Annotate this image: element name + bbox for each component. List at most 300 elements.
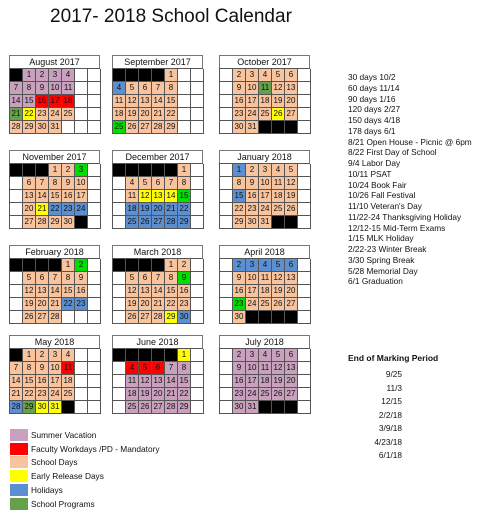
- day-cell: 24: [49, 108, 62, 121]
- day-cell: 6: [139, 82, 152, 95]
- day-cell: 26: [139, 401, 152, 414]
- event-item: 178 days 6/1: [348, 125, 396, 136]
- day-cell: 28: [49, 311, 62, 324]
- day-cell: 3: [246, 349, 259, 362]
- day-cell: 14: [165, 375, 178, 388]
- day-cell: 18: [259, 375, 272, 388]
- day-cell: [272, 311, 285, 324]
- day-cell: 1: [23, 69, 36, 82]
- day-cell: [298, 311, 311, 324]
- legend-label: Faculty Workdays /PD - Mandatory: [31, 443, 160, 454]
- day-cell: 9: [233, 362, 246, 375]
- day-cell: [285, 401, 298, 414]
- day-cell: 22: [178, 203, 191, 216]
- day-cell: 26: [272, 388, 285, 401]
- marking-period-date: 2/2/18: [378, 409, 402, 420]
- day-cell: 4: [259, 259, 272, 272]
- day-cell: 15: [62, 285, 75, 298]
- day-cell: [113, 164, 126, 177]
- day-cell: 16: [178, 285, 191, 298]
- day-cell: [88, 388, 101, 401]
- day-cell: 9: [233, 82, 246, 95]
- day-cell: 13: [23, 190, 36, 203]
- day-cell: 28: [10, 121, 23, 134]
- day-cell: 5: [139, 362, 152, 375]
- day-cell: [246, 311, 259, 324]
- day-cell: 18: [272, 190, 285, 203]
- day-cell: 4: [259, 69, 272, 82]
- day-cell: [10, 164, 23, 177]
- day-cell: [113, 311, 126, 324]
- day-cell: 8: [178, 177, 191, 190]
- day-cell: 8: [165, 82, 178, 95]
- day-cell: [75, 121, 88, 134]
- day-cell: [75, 388, 88, 401]
- day-cell: 7: [10, 82, 23, 95]
- day-cell: [88, 311, 101, 324]
- month-title: August 2017: [9, 55, 100, 68]
- day-cell: [49, 259, 62, 272]
- day-cell: 20: [152, 203, 165, 216]
- marking-period-date: 11/3: [386, 382, 402, 393]
- day-cell: [298, 401, 311, 414]
- day-cell: 29: [23, 401, 36, 414]
- month-title: March 2018: [112, 245, 203, 258]
- day-cell: 2: [75, 259, 88, 272]
- day-cell: 9: [36, 362, 49, 375]
- day-cell: 28: [152, 121, 165, 134]
- day-cell: 6: [285, 69, 298, 82]
- day-cell: 13: [139, 285, 152, 298]
- day-cell: [220, 375, 233, 388]
- event-item: 30 days 10/2: [348, 72, 396, 82]
- event-list: [348, 72, 488, 287]
- month-calendar: [219, 150, 310, 234]
- day-cell: [191, 69, 204, 82]
- day-cell: [113, 401, 126, 414]
- day-cell: 27: [285, 108, 298, 121]
- day-cell: [191, 298, 204, 311]
- day-cell: 28: [165, 401, 178, 414]
- day-cell: 13: [285, 82, 298, 95]
- day-cell: 21: [152, 108, 165, 121]
- day-cell: [10, 349, 23, 362]
- day-cell: 1: [233, 164, 246, 177]
- day-cell: 12: [272, 362, 285, 375]
- day-cell: 28: [36, 216, 49, 229]
- day-cell: 29: [165, 311, 178, 324]
- marking-period-title: End of Marking Period: [348, 353, 439, 363]
- day-cell: 2: [246, 164, 259, 177]
- day-cell: 1: [178, 349, 191, 362]
- day-cell: [178, 82, 191, 95]
- day-cell: 24: [246, 298, 259, 311]
- day-cell: 20: [139, 108, 152, 121]
- month-days: [112, 163, 203, 229]
- day-cell: [191, 285, 204, 298]
- day-cell: 24: [75, 203, 88, 216]
- day-cell: [220, 311, 233, 324]
- day-cell: 9: [246, 177, 259, 190]
- day-cell: 20: [285, 95, 298, 108]
- day-cell: [152, 164, 165, 177]
- day-cell: 13: [139, 95, 152, 108]
- day-cell: [259, 121, 272, 134]
- day-cell: [298, 362, 311, 375]
- month-title: June 2018: [112, 335, 203, 348]
- day-cell: [75, 401, 88, 414]
- day-cell: [298, 203, 311, 216]
- day-cell: [220, 349, 233, 362]
- day-cell: 11: [126, 190, 139, 203]
- day-cell: [36, 164, 49, 177]
- legend-swatch: [10, 498, 28, 510]
- day-cell: 23: [233, 298, 246, 311]
- day-cell: 5: [272, 259, 285, 272]
- day-cell: [191, 203, 204, 216]
- day-cell: 11: [259, 272, 272, 285]
- day-cell: 2: [36, 349, 49, 362]
- day-cell: [272, 216, 285, 229]
- day-cell: 16: [36, 375, 49, 388]
- day-cell: [220, 69, 233, 82]
- day-cell: 10: [259, 177, 272, 190]
- day-cell: 9: [178, 272, 191, 285]
- day-cell: [88, 259, 101, 272]
- event-item: 8/21 Open House - Picnic @ 6pm: [348, 136, 472, 147]
- page-title: 2017- 2018 School Calendar: [50, 6, 292, 27]
- marking-period-date: 4/23/18: [374, 436, 402, 447]
- day-cell: 18: [126, 203, 139, 216]
- day-cell: 5: [285, 164, 298, 177]
- month-days: [9, 68, 100, 134]
- day-cell: [220, 108, 233, 121]
- day-cell: 18: [62, 95, 75, 108]
- day-cell: 23: [75, 298, 88, 311]
- day-cell: 16: [62, 190, 75, 203]
- day-cell: 25: [126, 216, 139, 229]
- day-cell: 31: [49, 401, 62, 414]
- day-cell: 29: [49, 216, 62, 229]
- day-cell: 21: [152, 298, 165, 311]
- day-cell: 26: [272, 298, 285, 311]
- day-cell: 21: [10, 388, 23, 401]
- day-cell: 19: [272, 95, 285, 108]
- day-cell: 10: [246, 272, 259, 285]
- legend-label: School Programs: [31, 498, 95, 509]
- day-cell: [10, 69, 23, 82]
- day-cell: 17: [75, 190, 88, 203]
- day-cell: [113, 272, 126, 285]
- legend-item: [10, 469, 270, 483]
- day-cell: 5: [23, 272, 36, 285]
- day-cell: 16: [75, 285, 88, 298]
- day-cell: 17: [246, 375, 259, 388]
- month-days: [112, 348, 203, 414]
- day-cell: 16: [233, 95, 246, 108]
- day-cell: 3: [246, 69, 259, 82]
- event-item: 6/1 Graduation: [348, 276, 403, 287]
- day-cell: 22: [23, 108, 36, 121]
- month-title: December 2017: [112, 150, 203, 163]
- day-cell: [191, 349, 204, 362]
- day-cell: [113, 362, 126, 375]
- day-cell: 4: [62, 349, 75, 362]
- day-cell: 23: [36, 108, 49, 121]
- day-cell: 28: [152, 311, 165, 324]
- day-cell: 2: [36, 69, 49, 82]
- month-calendar: [112, 245, 203, 329]
- legend-item: [10, 428, 270, 442]
- month-days: [219, 258, 310, 324]
- day-cell: [178, 95, 191, 108]
- day-cell: 17: [246, 95, 259, 108]
- day-cell: 8: [178, 362, 191, 375]
- day-cell: 16: [246, 190, 259, 203]
- event-item: 10/26 Fall Festival: [348, 190, 416, 201]
- day-cell: [178, 108, 191, 121]
- day-cell: 17: [49, 95, 62, 108]
- month-title: September 2017: [112, 55, 203, 68]
- day-cell: 3: [259, 164, 272, 177]
- day-cell: 6: [285, 259, 298, 272]
- marking-period-list: [352, 368, 402, 463]
- legend-item: [10, 456, 270, 470]
- day-cell: 8: [165, 272, 178, 285]
- day-cell: 6: [152, 177, 165, 190]
- day-cell: 30: [36, 401, 49, 414]
- day-cell: [75, 69, 88, 82]
- day-cell: 20: [285, 375, 298, 388]
- month-title: November 2017: [9, 150, 100, 163]
- day-cell: 20: [23, 203, 36, 216]
- day-cell: [75, 375, 88, 388]
- month-title: July 2018: [219, 335, 310, 348]
- day-cell: 2: [62, 164, 75, 177]
- month-calendar: [9, 150, 100, 234]
- day-cell: 24: [259, 203, 272, 216]
- day-cell: [88, 272, 101, 285]
- day-cell: [10, 177, 23, 190]
- day-cell: [75, 95, 88, 108]
- day-cell: 4: [126, 177, 139, 190]
- day-cell: [285, 121, 298, 134]
- event-item: 12/12-15 Mid-Term Exams: [348, 222, 446, 233]
- legend-swatch: [10, 443, 28, 455]
- day-cell: [298, 298, 311, 311]
- day-cell: 21: [165, 388, 178, 401]
- day-cell: 7: [152, 82, 165, 95]
- legend-label: Holidays: [31, 485, 63, 496]
- day-cell: 19: [272, 375, 285, 388]
- day-cell: [113, 259, 126, 272]
- month-calendar: [219, 55, 310, 139]
- day-cell: 25: [272, 203, 285, 216]
- day-cell: 14: [36, 190, 49, 203]
- day-cell: 19: [126, 298, 139, 311]
- day-cell: [285, 311, 298, 324]
- day-cell: 16: [36, 95, 49, 108]
- day-cell: [10, 298, 23, 311]
- legend: [10, 428, 270, 511]
- day-cell: 20: [152, 388, 165, 401]
- day-cell: [139, 349, 152, 362]
- day-cell: [10, 259, 23, 272]
- month-title: October 2017: [219, 55, 310, 68]
- event-item: 11/10 Veteran's Day: [348, 201, 422, 211]
- day-cell: 6: [152, 362, 165, 375]
- day-cell: [191, 375, 204, 388]
- day-cell: [220, 401, 233, 414]
- day-cell: 10: [246, 362, 259, 375]
- day-cell: [88, 285, 101, 298]
- day-cell: 9: [62, 177, 75, 190]
- day-cell: 18: [259, 285, 272, 298]
- day-cell: 14: [152, 285, 165, 298]
- day-cell: [298, 95, 311, 108]
- day-cell: 19: [139, 203, 152, 216]
- day-cell: [220, 362, 233, 375]
- day-cell: [178, 121, 191, 134]
- day-cell: 23: [233, 108, 246, 121]
- day-cell: [10, 285, 23, 298]
- day-cell: 1: [178, 164, 191, 177]
- day-cell: [62, 311, 75, 324]
- day-cell: 26: [285, 203, 298, 216]
- legend-swatch: [10, 470, 28, 482]
- day-cell: [298, 259, 311, 272]
- event-item: 2/22-23 Winter Break: [348, 244, 427, 254]
- day-cell: [165, 164, 178, 177]
- day-cell: [10, 190, 23, 203]
- day-cell: [191, 311, 204, 324]
- day-cell: 4: [259, 349, 272, 362]
- day-cell: 21: [165, 203, 178, 216]
- day-cell: 5: [272, 349, 285, 362]
- day-cell: 29: [178, 401, 191, 414]
- day-cell: [220, 164, 233, 177]
- month-calendar: [219, 245, 310, 329]
- day-cell: 15: [165, 285, 178, 298]
- day-cell: [298, 388, 311, 401]
- day-cell: 27: [139, 311, 152, 324]
- day-cell: [220, 285, 233, 298]
- day-cell: 21: [36, 203, 49, 216]
- day-cell: [298, 69, 311, 82]
- day-cell: [139, 69, 152, 82]
- day-cell: 30: [36, 121, 49, 134]
- day-cell: [298, 349, 311, 362]
- day-cell: [152, 259, 165, 272]
- day-cell: 21: [49, 298, 62, 311]
- day-cell: [75, 311, 88, 324]
- day-cell: [272, 121, 285, 134]
- day-cell: 3: [49, 349, 62, 362]
- month-days: [112, 258, 203, 324]
- month-grid: [9, 55, 319, 420]
- day-cell: [220, 177, 233, 190]
- event-item: 120 days 2/27: [348, 104, 401, 115]
- day-cell: 18: [62, 375, 75, 388]
- day-cell: [113, 216, 126, 229]
- day-cell: [88, 108, 101, 121]
- day-cell: 11: [259, 82, 272, 95]
- day-cell: 1: [165, 259, 178, 272]
- day-cell: 9: [36, 82, 49, 95]
- day-cell: [62, 401, 75, 414]
- day-cell: 12: [272, 82, 285, 95]
- day-cell: [191, 177, 204, 190]
- day-cell: [220, 272, 233, 285]
- day-cell: [298, 164, 311, 177]
- day-cell: [220, 388, 233, 401]
- day-cell: [272, 401, 285, 414]
- day-cell: 8: [49, 177, 62, 190]
- day-cell: [220, 203, 233, 216]
- day-cell: [113, 177, 126, 190]
- day-cell: 31: [246, 121, 259, 134]
- day-cell: [298, 285, 311, 298]
- day-cell: [113, 190, 126, 203]
- day-cell: 25: [126, 401, 139, 414]
- month-days: [9, 163, 100, 229]
- day-cell: [75, 82, 88, 95]
- day-cell: [126, 164, 139, 177]
- legend-swatch: [10, 484, 28, 496]
- day-cell: 25: [259, 108, 272, 121]
- day-cell: [88, 203, 101, 216]
- day-cell: [191, 95, 204, 108]
- day-cell: 27: [285, 388, 298, 401]
- day-cell: 19: [139, 388, 152, 401]
- day-cell: [191, 164, 204, 177]
- day-cell: [113, 298, 126, 311]
- marking-period-date: 9/25: [385, 369, 402, 379]
- day-cell: 6: [23, 177, 36, 190]
- day-cell: 12: [126, 95, 139, 108]
- day-cell: [88, 298, 101, 311]
- day-cell: [88, 362, 101, 375]
- day-cell: 15: [165, 95, 178, 108]
- day-cell: 29: [23, 121, 36, 134]
- day-cell: 18: [259, 95, 272, 108]
- day-cell: [75, 362, 88, 375]
- day-cell: 18: [113, 108, 126, 121]
- day-cell: 14: [10, 95, 23, 108]
- day-cell: [191, 82, 204, 95]
- day-cell: 12: [285, 177, 298, 190]
- day-cell: 4: [113, 82, 126, 95]
- day-cell: [88, 401, 101, 414]
- day-cell: 13: [285, 362, 298, 375]
- month-calendar: [112, 55, 203, 139]
- day-cell: 20: [285, 285, 298, 298]
- day-cell: 31: [246, 401, 259, 414]
- month-days: [112, 68, 203, 134]
- day-cell: 29: [178, 216, 191, 229]
- day-cell: [36, 259, 49, 272]
- day-cell: 12: [23, 285, 36, 298]
- month-days: [219, 348, 310, 414]
- day-cell: [113, 375, 126, 388]
- legend-label: Summer Vacation: [31, 429, 97, 440]
- day-cell: 29: [233, 216, 246, 229]
- day-cell: 23: [178, 298, 191, 311]
- day-cell: 12: [139, 375, 152, 388]
- day-cell: 17: [259, 190, 272, 203]
- day-cell: [298, 108, 311, 121]
- legend-item: [10, 483, 270, 497]
